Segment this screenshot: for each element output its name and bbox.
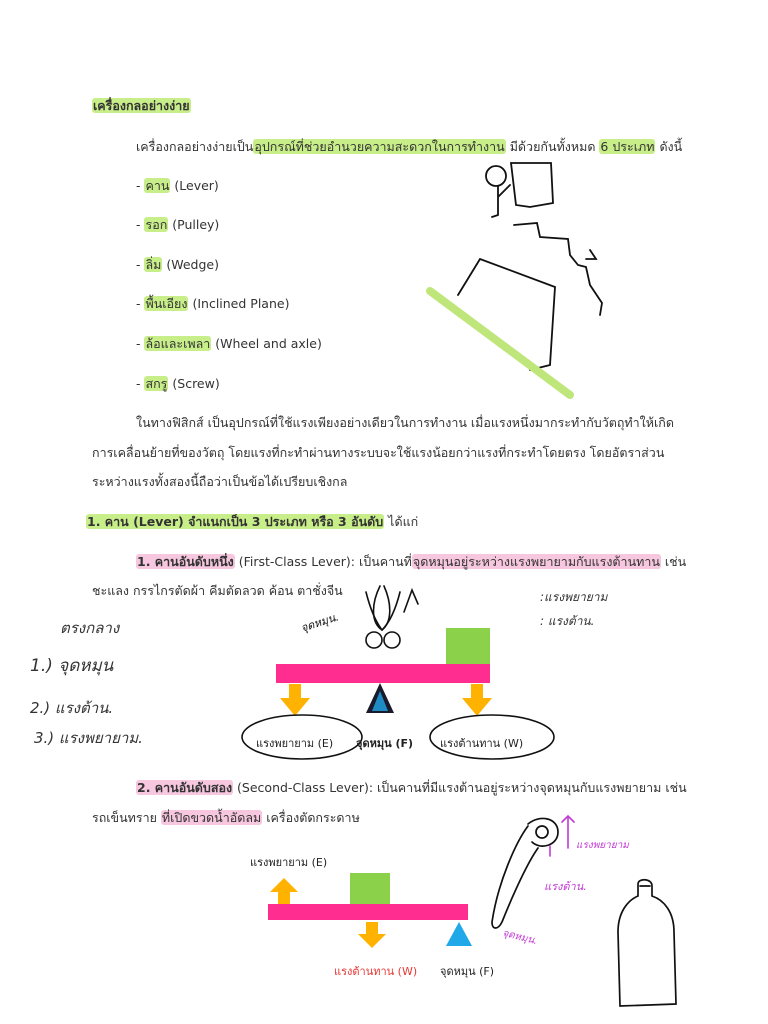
label-load: แรงต้านทาน (W) [440, 737, 524, 750]
label-fulcrum-2: จุดหมุน (F) [440, 965, 495, 978]
second-class-ex-prefix: รถเข็นทราย [92, 810, 161, 825]
machine-item-screw: - สกรู (Screw) [136, 376, 220, 391]
machine-en: (Inclined Plane) [188, 296, 290, 311]
label-fulcrum: จุดหมุน (F) [356, 737, 414, 750]
intro-middle: มีด้วยกันทั้งหมด [505, 139, 600, 154]
label-load-2: แรงต้านทาน (W) [334, 965, 418, 978]
hand-pivot-note: จุดหมุน. [299, 610, 341, 635]
second-class-en: (Second-Class Lever) [233, 780, 369, 795]
load-arrow-down-icon-2 [358, 922, 386, 948]
intro-prefix: เครื่องกลอย่างง่ายเป็น [136, 139, 254, 154]
section-heading-lever [86, 512, 418, 532]
machine-name: รอก [145, 217, 168, 232]
second-class-title: 2. คานอันดับสอง [137, 780, 233, 795]
machine-en: (Wheel and axle) [211, 336, 322, 351]
fulcrum-triangle-icon-2 [446, 922, 472, 948]
ramp-line [430, 291, 570, 395]
machine-en: (Screw) [168, 376, 220, 391]
first-class-examples: ชะแลง กรรไกรตัดผ้า คีมตัดลวด ค้อน ตาชั่งจีน [92, 583, 343, 598]
intro-line [136, 137, 682, 157]
scissors-sketch-icon [300, 582, 440, 662]
machine-en: (Pulley) [168, 217, 220, 232]
machine-en: (Wedge) [162, 257, 219, 272]
machine-item-lever: - คาน (Lever) [136, 178, 219, 193]
physics-line-3: ระหว่างแรงทั้งสองนี้ถือว่าเป็นข้อได้เปรียบเชิงกล [92, 474, 348, 489]
stairs-sketch-icon [420, 155, 620, 405]
machine-item-wheel-axle: - ล้อและเพลา (Wheel and axle) [136, 336, 322, 351]
hand-opener-load: แรงต้าน. [544, 880, 587, 893]
bottle-sketch-icon [614, 876, 694, 1011]
machine-en: (Lever) [170, 178, 219, 193]
machine-item-wedge: - ลิ่ม (Wedge) [136, 257, 219, 272]
page-title [92, 96, 191, 116]
machine-item-inclined-plane: - พื้นเอียง (Inclined Plane) [136, 296, 290, 311]
machine-name: คาน [145, 178, 170, 193]
load-box-2 [350, 873, 390, 904]
second-class-ex-highlight: ที่เปิดขวดน้ำอัดลม [161, 810, 262, 825]
section-heading-suffix: ได้แก่ [384, 514, 419, 529]
first-class-highlight: จุดหมุนอยู่ระหว่างแรงพยายามกับแรงต้านทาน [412, 554, 660, 569]
first-class-line [136, 552, 686, 572]
hand-side-title: ตรงกลาง [60, 619, 120, 637]
page-title-text: เครื่องกลอย่างง่าย [93, 98, 190, 113]
physics-line-1: ในทางฟิสิกส์ เป็นอุปกรณ์ที่ใช้แรงเพียงอย่างเดียวในการทำงาน เมื่อแรงหนึ่งมากระทำกับวัตถุทำให้เกิด [136, 415, 674, 430]
lever-beam [276, 664, 490, 683]
hand-side-2: 2.) แรงต้าน. [30, 699, 114, 717]
label-effort-2: แรงพยายาม (E) [250, 856, 328, 869]
machine-name: ลิ่ม [145, 257, 162, 272]
second-class-examples [92, 808, 360, 828]
label-effort: แรงพยายาม (E) [256, 737, 334, 750]
hand-side-3: 3.) แรงพยายาม. [34, 729, 143, 747]
physics-line-2: การเคลื่อนย้ายที่ของวัตถุ โดยแรงที่กะทำผ่านทางระบบจะใช้แรงน้อยกว่าแรงที่กระทำโดยตรง โดยอัตราส่วน [92, 445, 665, 460]
hand-side-1: 1.) จุดหมุน [30, 656, 114, 676]
machine-name: สกรู [145, 376, 168, 391]
lever-beam-2 [268, 904, 468, 920]
intro-highlight: อุปกรณ์ที่ช่วยอำนวยความสะดวกในการทำงาน [254, 139, 505, 154]
machine-name: ล้อและเพลา [145, 336, 211, 351]
hand-opener-effort: แรงพยายาม [576, 840, 629, 851]
first-class-mid: : เป็นคานที่ [350, 554, 412, 569]
section-heading-text: 1. คาน (Lever) จำแนกเป็น 3 ประเภท หรือ 3 อันดับ [87, 514, 384, 529]
first-class-title: 1. คานอันดับหนึ่ง [137, 554, 234, 569]
load-box [446, 628, 490, 664]
intro-count: 6 ประเภท [600, 139, 655, 154]
second-class-mid: : เป็นคานที่มีแรงต้านอยู่ระหว่างจุดหมุนกับแรงพยายาม เช่น [368, 780, 687, 795]
first-class-tail: เช่น [660, 554, 687, 569]
machine-name: พื้นเอียง [145, 296, 188, 311]
effort-arrow-up-icon [270, 878, 298, 904]
intro-suffix: ดังนี้ [655, 139, 683, 154]
hand-right-1: :แรงพยายาม [540, 590, 608, 604]
first-class-en: (First-Class Lever) [234, 554, 351, 569]
second-class-ex-suffix: เครื่องตัดกระดาษ [262, 810, 360, 825]
hand-opener-fulcrum: จุดหมุน. [501, 927, 539, 948]
machine-item-pulley: - รอก (Pulley) [136, 217, 220, 232]
fulcrum-triangle-icon [366, 683, 394, 715]
second-class-line [136, 778, 687, 798]
hand-right-2: : แรงต้าน. [540, 614, 595, 628]
